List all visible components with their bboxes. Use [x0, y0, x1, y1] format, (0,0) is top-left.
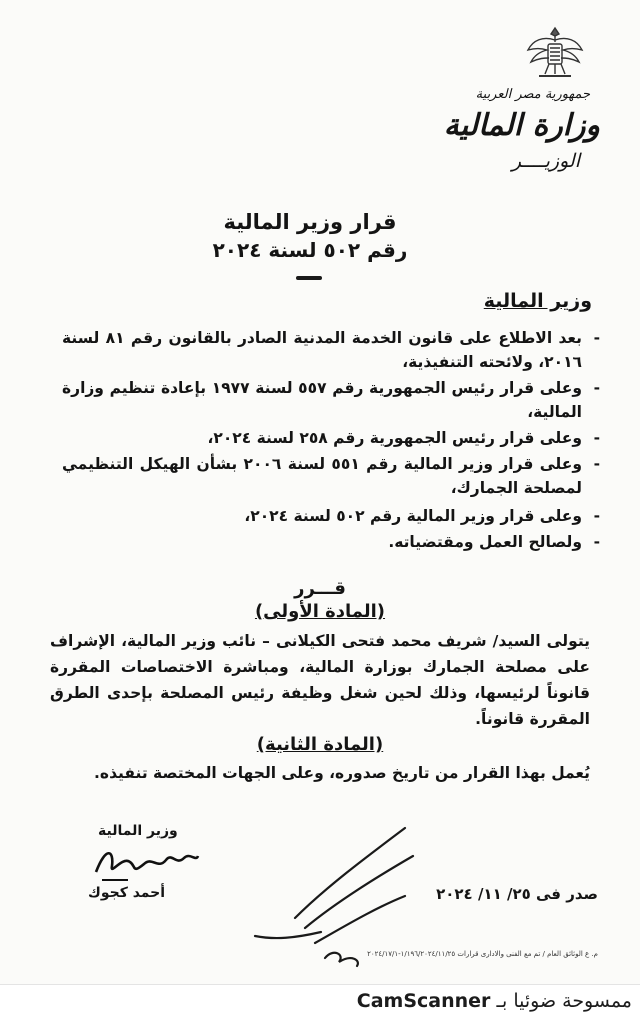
article1-text: يتولى السيد/ شريف محمد فتحى الكيلانى – نائب وزير المالية، الإشراف على مصلحة الجمارك بوزارة المالية، ومباشرة الاختصاصات المقررة قانوناً لرئيسها، وذلك لحين شغل وظيفة رئيس المصلحة بإحدى الطرق المقررة قانوناً.	[50, 632, 590, 728]
decree-number: رقم ٥٠٢ لسنة ٢٠٢٤	[212, 238, 408, 262]
preamble-text: بعد الاطلاع على قانون الخدمة المدنية الصادر بالقانون رقم ٨١ لسنة ٢٠١٦، ولائحته التنفيذية،	[62, 329, 583, 371]
egypt-eagle-emblem-icon	[525, 22, 585, 84]
title-divider	[296, 276, 322, 280]
minister-label: الوزيــــر	[511, 150, 580, 172]
republic-name: جمهورية مصر العربية	[475, 87, 590, 102]
article1-heading: (المادة الأولى)	[254, 601, 386, 622]
preamble-text: وعلى قرار رئيس الجمهورية رقم ٢٥٨ لسنة ٢٠٢٤،	[207, 429, 582, 447]
decree-title: قرار وزير المالية	[223, 210, 397, 234]
bullet: -	[593, 507, 600, 525]
preamble-text: وعلى قرار وزير المالية رقم ٥٠٢ لسنة ٢٠٢٤،	[244, 507, 582, 525]
ministry-name: وزارة المالية	[443, 108, 600, 143]
bullet: -	[593, 533, 600, 551]
footer-reference: م. ع الوثائق العام / تم مع الفنى والادارى قرارات ١/١٩٦/٢٠٢٤/١١/٢٥-٢٠٢٤/١٧/١	[367, 950, 598, 958]
preamble-item	[62, 504, 600, 528]
article2-heading: (المادة الثانية)	[256, 734, 384, 755]
preamble-text: وعلى قرار رئيس الجمهورية رقم ٥٥٧ لسنة ١٩٧٧ بإعادة تنظيم وزارة المالية،	[62, 379, 582, 421]
preamble-item	[62, 326, 600, 374]
preamble-text: وعلى قرار وزير المالية رقم ٥٥١ لسنة ٢٠٠٦ بشأن الهيكل التنظيمي لمصلحة الجمارك،	[62, 455, 582, 497]
preamble-heading: وزير المالية	[483, 290, 592, 312]
scanner-prefix: ممسوحة ضوئيا بـ	[496, 990, 632, 1012]
issue-date: صدر فى ٢٥/ ١١/ ٢٠٢٤	[436, 885, 598, 903]
article2-text: يُعمل بهذا القرار من تاريخ صدوره، وعلى الجهات المختصة تنفيذه.	[94, 764, 590, 782]
scanner-watermark	[357, 990, 632, 1012]
bullet: -	[593, 455, 600, 473]
signatory-name: أحمد كجوك	[88, 885, 166, 901]
signatory-title: وزير المالية	[98, 823, 178, 839]
handwritten-note	[330, 836, 331, 837]
handwritten-annotation-icon	[235, 808, 425, 968]
bullet: -	[593, 329, 600, 347]
preamble-item	[62, 530, 600, 554]
preamble-item	[62, 452, 600, 500]
preamble-item	[62, 376, 600, 424]
bullet: -	[593, 429, 600, 447]
decision-word: قـــرر	[294, 578, 346, 599]
preamble-text: ولصالح العمل ومقتضياته.	[388, 533, 582, 551]
minister-signature-icon	[92, 836, 202, 886]
bullet: -	[593, 379, 600, 397]
preamble-item	[62, 426, 600, 450]
scanner-brand: CamScanner	[356, 990, 491, 1012]
